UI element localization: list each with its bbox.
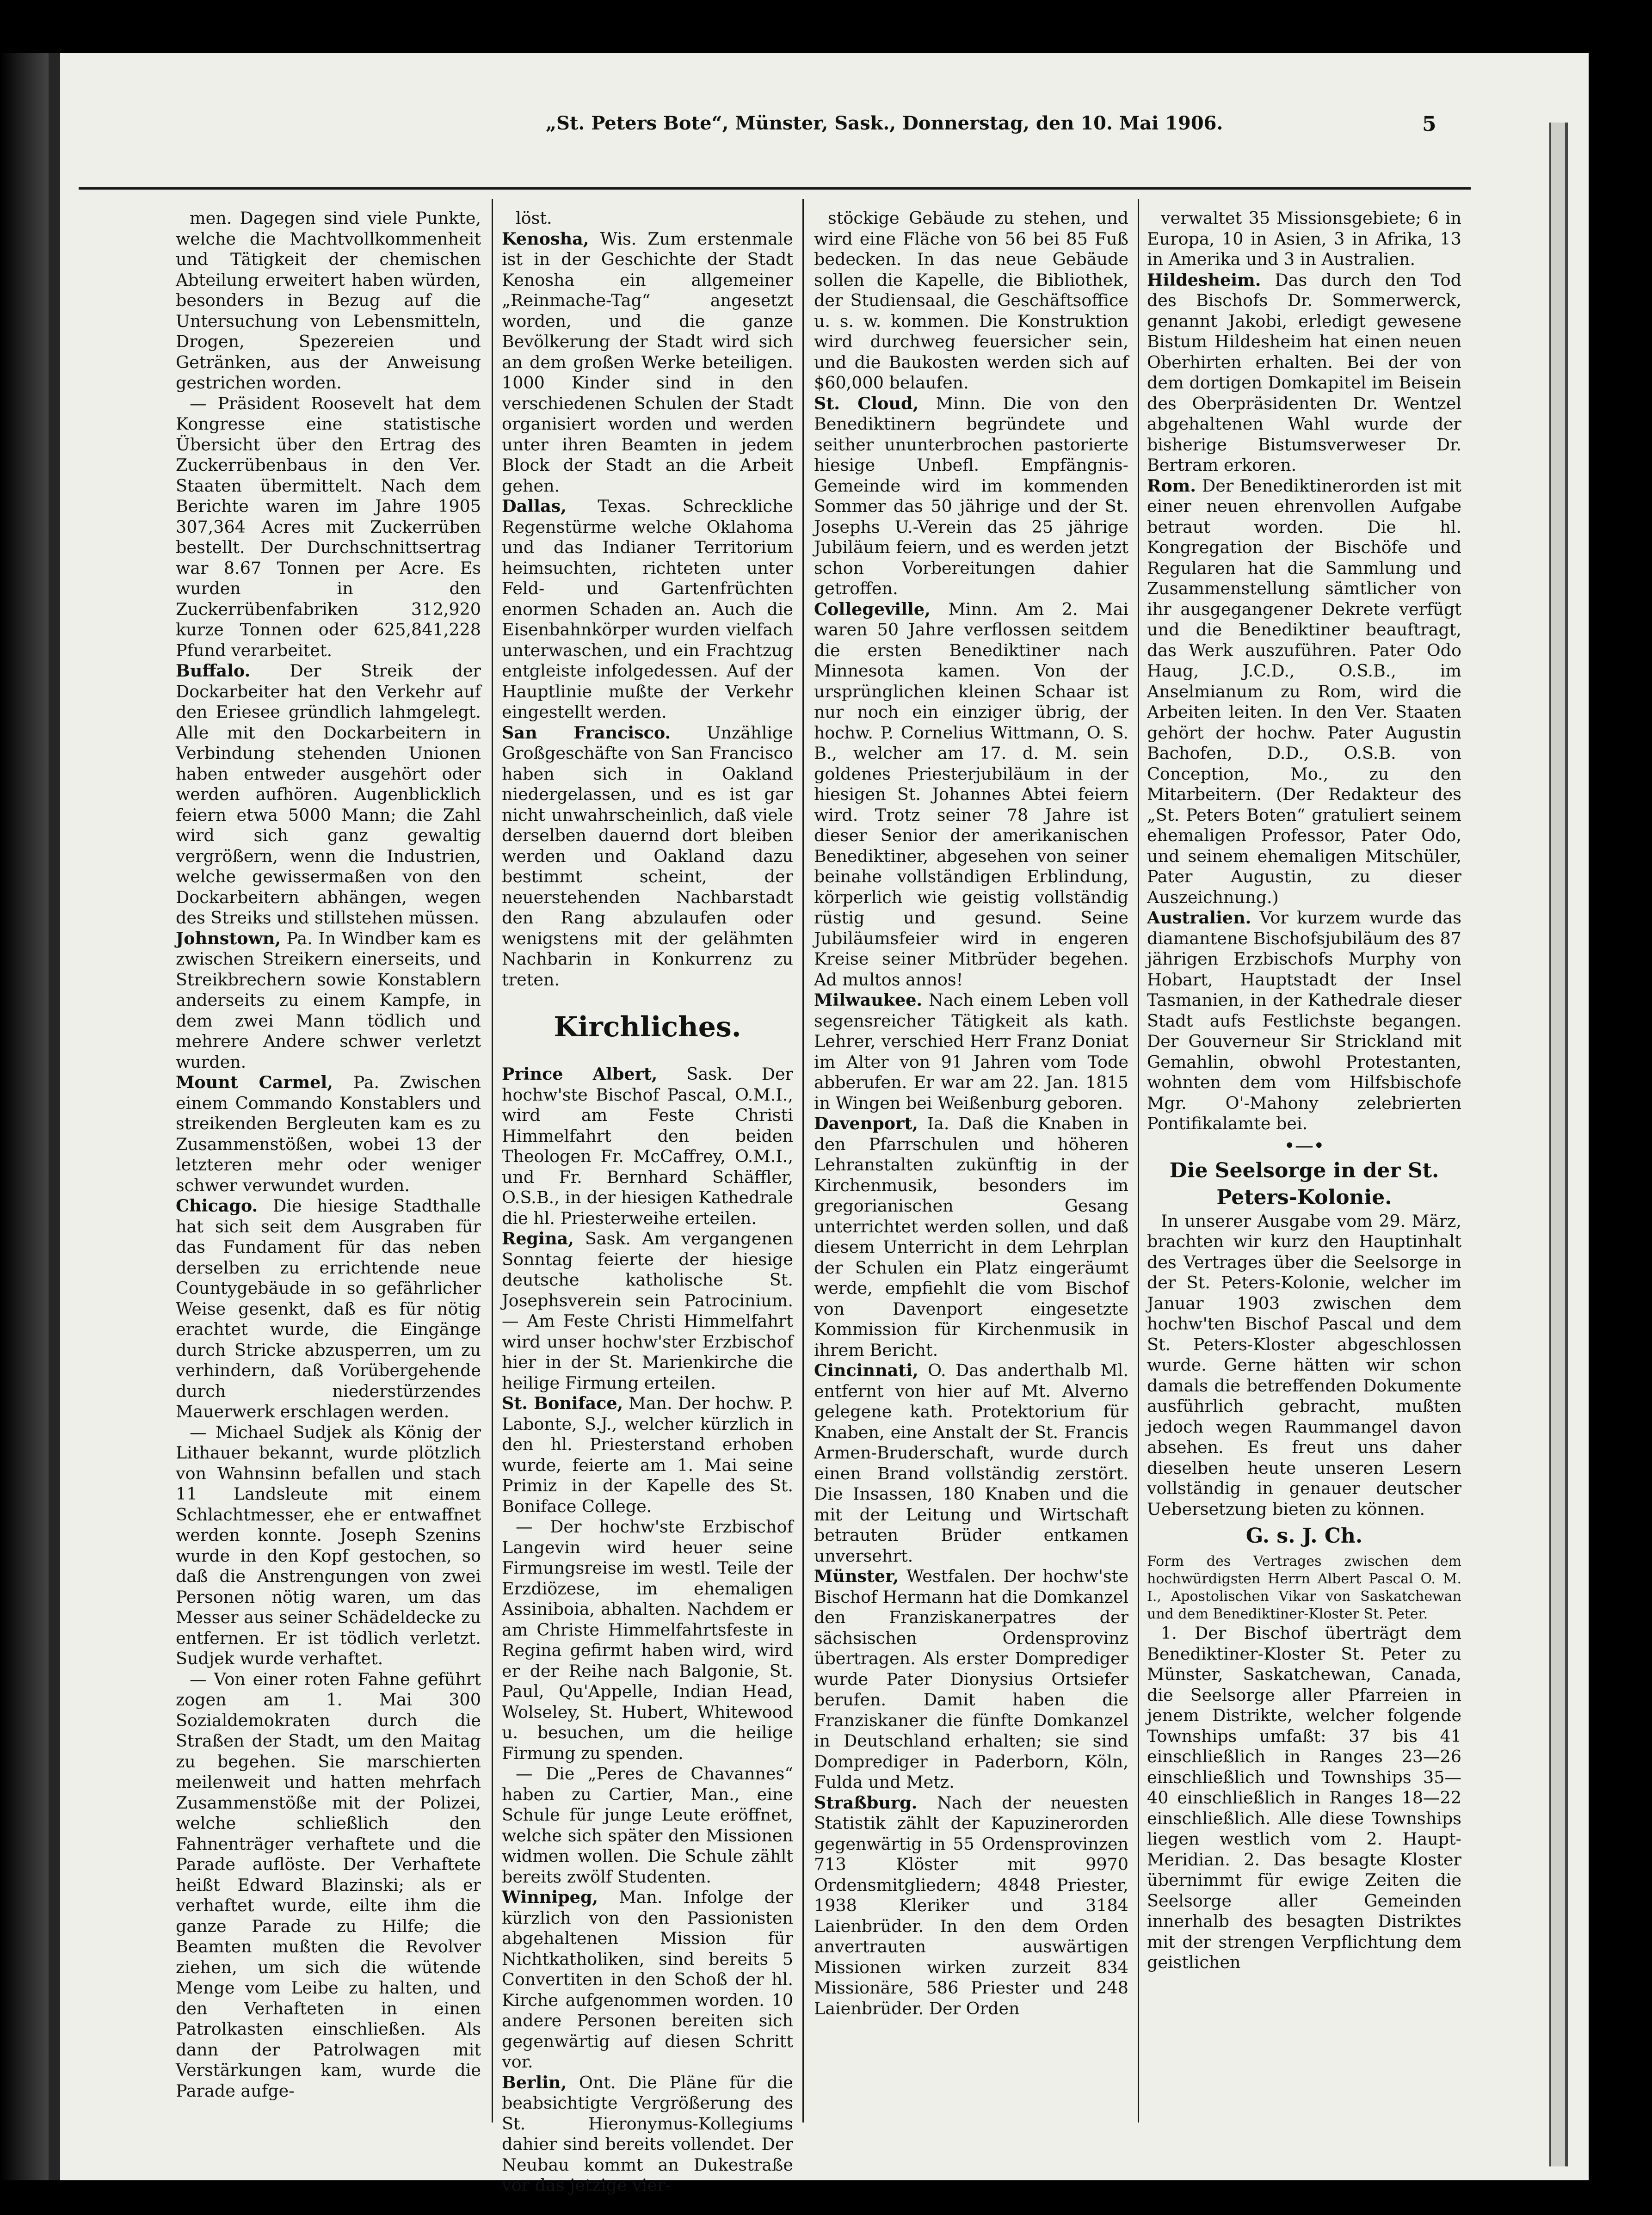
column-3 [814,208,1128,2019]
paragraph-text: Das durch den Tod des Bischofs Dr. Sommerwerck, genannt Jakobi, erledigt gewesene Bistum Hildesheim hat einen neuen Oberhirten erhalten. Bei der von dem dortigen Domkapitel im Beisein des Oberpräsidenten Dr. Wentzel abgehaltenen Wahl wurde der bisherige Bistumsverweser Dr. Bertram erkoren. [1147,270,1461,475]
paragraph-text: Man. Infolge der kürzlich von den Passionisten abgehaltenen Mission für Nichtkatholiken, sind bereits 5 Convertiten in den Schoß der hl. Kirche aufgenommen worden. 10 andere Personen bereiten sich gegenwärtig auf diesen Schritt vor. [502,1887,793,2072]
article-paragraph [176,394,481,661]
page-gutter [49,53,60,2180]
article-paragraph [814,990,1128,1114]
dateline: Winnipeg, [502,1887,598,1907]
page-binding-edge [1549,123,1568,2166]
dateline: Regina, [502,1229,574,1249]
paragraph-text: men. Dagegen sind viele Punkte, welche die Machtvollkommenheit und Tätigkeit der chemischen Abteilung erweitert haben würden, besonders in Bezug auf die Untersuchung von Lebensmitteln, Drogen, Spezereien und Getränken, aus der Anweisung gestrichen worden. [176,208,481,393]
paragraph-text: — Michael Sudjek als König der Lithauer bekannt, wurde plötzlich von Wahnsinn befallen und stach 11 Landsleute mit einem Schlachtmesser, ehe er entwaffnet werden konnte. Joseph Szenins wurde in den Kopf gestochen, so daß die Anstrengungen von zwei Personen nötig waren, um das Messer aus seiner Schädeldecke zu entfernen. Er ist tödlich verletzt. Sudjek wurde verhaftet. [176,1422,481,1668]
article-paragraph [176,1072,481,1196]
dateline: Hildesheim. [1147,270,1261,290]
paragraph-text: Die hiesige Stadthalle hat sich seit dem Ausgraben für das Fundament für das neben derselben zu errichtende neue Countygebäude in so gefährlicher Weise gesenkt, daß es für nötig erachtet wurde, die Eingänge durch Stricke abzusperren, um zu verhindern, daß Vorübergehende durch niederstürzendes Mauerwerk erschlagen werden. [176,1196,481,1421]
article-paragraph [502,1393,793,1517]
paragraph-text: Sask. Am vergangenen Sonntag feierte der hiesige deutsche katholische St. Josephsverein sein Patrocinium. — Am Feste Christi Himmelfahrt wird unser hochw'ster Erzbischof hier in der St. Marienkirche die heilige Firmung erteilen. [502,1229,793,1393]
article-paragraph [814,208,1128,394]
article-paragraph [1147,1623,1461,1973]
scan-left-edge [0,53,49,2180]
dateline: Davenport, [814,1114,918,1133]
article-paragraph [1147,908,1461,1134]
article-title: Die Seelsorge in der St. Peters-Kolonie. [1169,1158,1439,1209]
dateline: Kenosha, [502,228,589,249]
dateline: Mount Carmel, [176,1072,333,1092]
dateline: Collegeville, [814,599,931,619]
paragraph-text: Der Benediktinerorden ist mit einer neuen ehrenvollen Aufgabe betraut worden. Die hl. Kongregation der Bischöfe und Regularen hat die Sammlung und Zusammenstellung sämtlicher von ihr ausgegangener Dekrete verfügt und die Benediktiner beauftragt, das Werk auszuführen. Pater Odo Haug, J.C.D., O.S.B., im Anselmianum zu Rom, wird die Arbeiten leiten. In den Ver. Staaten gehört der hochw. Pater Augustin Bachofen, D.D., O.S.B. von Conception, Mo., zu den Mitarbeitern. (Der Redakteur des „St. Peters Boten“ gratuliert seinem ehemaligen Professor, Pater Odo, und seinem ehemaligen Mitschüler, Pater Augustin, zu dieser Auszeichnung.) [1147,475,1461,907]
paragraph-text: Der Streik der Dockarbeiter hat den Verkehr auf den Eriesee gründlich lahmgelegt. Alle mit den Dockarbeitern in Verbindung stehenden Unionen haben entweder ausgehört oder werden aufhören. Augenblicklich feiern etwa 5000 Mann; die Zahl wird sich ganz gewaltig vergrößern, wenn die Industrien, welche gewissermaßen von den Dockarbeitern abhängen, wegen des Streiks und stillstehen müssen. [176,661,481,928]
article-paragraph [1147,476,1461,908]
paragraph-text: Sask. Der hochw'ste Bischof Pascal, O.M.I., wird am Feste Christi Himmelfahrt den beiden Theologen Fr. McCaffrey, O.M.I., und Fr. Bernhard Schäffler, O.S.B., in der hiesigen Kathedrale die hl. Priesterweihe erteilen. [502,1064,794,1228]
article-paragraph [502,1517,793,1764]
paragraph-text: Nach der neuesten Statistik zählt der Kapuzinerorden gegenwärtig in 55 Ordensprovinzen 713 Klöster mit 9970 Ordensmitgliedern; 4848 Priester, 1938 Kleriker und 3184 Laienbrüder. In den dem Orden anvertrauten auswärtigen Missionen wirken zurzeit 834 Missionäre, 586 Priester und 248 Laienbrüder. Der Orden [814,1792,1128,2018]
article-paragraph [814,1114,1128,1360]
dateline: Cincinnati, [814,1360,918,1380]
header-rule [79,187,1471,190]
dateline: St. Cloud, [814,393,919,413]
paragraph-text: 1. Der Bischof überträgt dem Benediktiner-Kloster St. Peter zu Münster, Saskatchewan, Canada, die Seelsorge aller Pfarreien in jenem Distrikte, welcher folgende Townships umfaßt: 37 bis 41 einschließlich in Ranges 23—26 einschließlich und Townships 35—40 einschließlich in Ranges 18—22 einschließlich. Alle diese Townships liegen westlich vom 2. Haupt-Meridian. 2. Das besagte Kloster übernimmt für ewige Zeiten die Seelsorge aller Gemeinden innerhalb des besagten Distriktes mit der strengen Verpflichtung dem geistlichen [1147,1623,1461,1972]
article-paragraph [502,2073,793,2196]
paragraph-text: Vor kurzem wurde das diamantene Bischofsjubiläum des 87 jährigen Erzbischofs Murphy von Hobart, Hauptstadt der Insel Tasmanien, in der Kathedrale dieser Stadt aufs Festlichste begangen. Der Gouverneur Sir Strickland mit Gemahlin, obwohl Protestanten, wohnten dem vom Hilfsbischofe Mgr. O'-Mahony zelebrierten Pontifikalamte bei. [1147,908,1461,1133]
article-paragraph [1147,208,1461,270]
article-paragraph [176,1422,481,1669]
paragraph-text: verwaltet 35 Missionsgebiete; 6 in Europa, 10 in Asien, 3 in Afrika, 13 in Amerika und 3 in Australien. [1147,208,1461,269]
dateline: Johnstown, [176,928,281,948]
column-divider [492,199,493,2123]
article-paragraph [502,723,793,991]
dateline: Buffalo. [176,661,251,681]
paragraph-text: Pa. Zwischen einem Commando Konstablers und streikenden Bergleuten kam es zu Zusammenstößen, wobei 13 der letzteren mehr oder weniger schwer verwundet wurden. [176,1072,481,1195]
paragraph-text: Ia. Daß die Knaben in den Pfarrschulen und höheren Lehranstalten zukünftig in der Kirchenmusik, besonders im gregorianischen Gesang unterrichtet werden sollen, und daß diesem Unterricht in dem Lehrplan der Schulen ein Platz eingeräumt werde, empfiehlt die vom Bischof von Davenport eingesetzte Kommission für Kirchenmusik in ihrem Bericht. [814,1114,1128,1360]
paragraph-text: stöckige Gebäude zu stehen, und wird eine Fläche von 56 bei 85 Fuß bedecken. In das neue Gebäude sollen die Kapelle, die Bibliothek, der Studiensaal, die Geschäftsoffice u. s. w. kommen. Die Konstruktion wird durchweg feuersicher sein, und die Baukosten werden sich auf $60,000 belaufen. [814,208,1128,393]
paragraph-text: Texas. Schreckliche Regenstürme welche Oklahoma und das Indianer Territorium heimsuchten, richteten unter Feld- und Gartenfrüchten enormen Schaden an. Auch die Eisenbahnkörper wurden vielfach unterwaschen, und ein Frachtzug entgleiste infolgedessen. Auf der Hauptlinie mußte der Verkehr eingestellt werden. [502,496,793,722]
paragraph-text: — Von einer roten Fahne geführt zogen am 1. Mai 300 Sozialdemokraten durch die Straßen der Stadt, um den Maitag zu begehen. Sie marschierten meilenweit und hatten mehrfach Zusammenstöße mit der Polizei, welche schließlich den Fahnenträger verhaftete und die Parade auflöste. Der Verhaftete heißt Edward Blazinski; als er verhaftet wurde, eilte ihm die ganze Parade zu Hilfe; die Beamten mußten die Revolver ziehen, um sich die wütende Menge vom Leibe zu halten, und den Verhafteten in einen Patrolkasten einschließen. Als dann der Patrolwagen mit Verstärkungen kam, wurde die Parade aufge- [176,1669,481,2101]
article-paragraph [502,208,793,229]
article-paragraph [176,208,481,394]
dateline: Straßburg. [814,1792,918,1813]
article-paragraph [176,1669,481,2102]
paragraph-text: Wis. Zum erstenmale ist in der Geschichte der Stadt Kenosha ein allgemeiner „Reinmache-Tag“ angesetzt worden, und die ganze Bevölkerung der Stadt wird sich an dem großen Werke beteiligen. 1000 Kinder sind in den verschiedenen Schulen der Stadt organisiert worden und werden unter ihren Beamten in jedem Block der Stadt an die Arbeit gehen. [502,228,793,496]
article-paragraph [814,1566,1128,1793]
column-4 [1147,208,1461,1973]
paragraph-text: Man. Der hochw. P. Labonte, S.J., welcher kürzlich in den hl. Priesterstand erhoben wurde, feierte am 1. Mai seine Primiz in der Kapelle des St. Boniface College. [502,1393,793,1516]
article-paragraph [176,929,481,1073]
article-paragraph [814,599,1128,991]
section-heading: Kirchliches. [554,1011,741,1043]
paragraph-text: In unserer Ausgabe vom 29. März, brachten wir kurz den Hauptinhalt des Vertrages über die Seelsorge in der St. Peters-Kolonie, welcher im Januar 1903 zwischen dem hochw'ten Bischof Pascal und dem St. Peters-Kloster abgeschlossen wurde. Gerne hätten wir schon damals die betreffenden Dokumente ausführlich gebracht, mußten jedoch wegen Raummangel davon absehen. Es freut uns daher dieselben heute unseren Lesern vollständig in genauer deutscher Uebersetzung bieten zu können. [1147,1211,1461,1519]
column-2 [502,208,793,2196]
paragraph-text: — Der hochw'ste Erzbischof Langevin wird heuer seine Firmungsreise im westl. Teile der Erzdiözese, im ehemaligen Assiniboia, abhalten. Nachdem er am Christe Himmelfahrtsfeste in Regina gefirmt haben wird, wird er der Reihe nach Balgonie, St. Paul, Qu'Appelle, Indian Head, Wolseley, St. Hubert, Whitewood u. besuchen, um die heilige Firmung zu spenden. [502,1517,793,1763]
column-1 [176,208,481,2101]
dateline: Milwaukee. [814,990,923,1010]
centered-heading: G. s. J. Ch. [1245,1524,1363,1548]
article-paragraph [814,1360,1128,1566]
article-paragraph [502,496,793,723]
ornament-divider: •—• [1284,1135,1325,1157]
article-paragraph [502,1764,793,1887]
dateline: Münster, [814,1566,899,1586]
paragraph-text: Minn. Die von den Benediktinern begründete und seither ununterbrochen pastorierte hiesige Unbefl. Empfängnis-Gemeinde wird im kommenden Sommer das 50 jährige und der St. Josephs U.-Verein das 25 jährige Jubiläum feiern, und es werden jetzt schon Vorbereitungen dahier getroffen. [814,393,1128,598]
paragraph-text: Nach einem Leben voll segensreicher Tätigkeit als kath. Lehrer, verschied Herr Franz Doniat im Alter von 91 Jahren vom Tode abberufen. Er war am 22. Jan. 1815 in Wingen bei Weißenburg geboren. [814,990,1128,1113]
article-paragraph [1147,1211,1461,1520]
dateline: Rom. [1147,475,1196,496]
article-paragraph [502,1229,793,1393]
paragraph-text: löst. [516,208,552,228]
article-paragraph [1147,270,1461,476]
dateline: St. Boniface, [502,1393,623,1413]
paragraph-text: Westfalen. Der hochw'ste Bischof Hermann hat die Domkanzel den Franziskanerpatres der sächsischen Ordensprovinz übertragen. Als erster Domprediger wurde Pater Dionysius Ortsiefer berufen. Damit haben die Franziskaner die fünfte Domkanzel in Deutschland erhalten; sie sind Domprediger in Paderborn, Köln, Fulda und Metz. [814,1566,1128,1792]
article-paragraph [502,229,793,497]
page-header: „St. Peters Bote“, Münster, Sask., Donnerstag, den 10. Mai 1906. [546,112,1223,134]
article-paragraph [176,661,481,929]
article-paragraph [814,1793,1128,2019]
paragraph-text: Pa. In Windber kam es zwischen Streikern einerseits, und Streikbrechern sowie Konstablern anderseits zu einem Kampfe, in dem zwei Mann tödlich und mehrere Andere schwer verletzt wurden. [176,928,481,1072]
dateline: Prince Albert, [502,1064,658,1084]
dateline: Dallas, [502,496,567,516]
paragraph-text: — Präsident Roosevelt hat dem Kongresse eine statistische Übersicht über den Ertrag des Zuckerrübenbaus in den Ver. Staaten übermittelt. Nach dem Berichte waren im Jahre 1905 307,364 Acres mit Zuckerrüben bestellt. Der Durchschnittsertrag war 8.67 Tonnen per Acre. Es wurden in den Zuckerrübenfabriken 312,920 kurze Tonnen oder 625,841,228 Pfund verarbeitet. [176,393,481,660]
article-paragraph [502,1887,793,2073]
dateline: Berlin, [502,2072,567,2092]
paragraph-text: — Die „Peres de Chavannes“ haben zu Cartier, Man., eine Schule für junge Leute eröffnet, welche sich später den Missionen widmen wollen. Die Schule zählt bereits zwölf Studenten. [502,1764,793,1887]
article-paragraph [176,1196,481,1422]
column-divider [1138,199,1139,2123]
paragraph-text: Minn. Am 2. Mai waren 50 Jahre verflossen seitdem die ersten Benediktiner nach Minnesota kamen. Von der ursprünglichen kleinen Schaar ist nur noch ein einziger übrig, der hochw. P. Cornelius Wittmann, O. S. B., welcher am 17. d. M. sein goldenes Priesterjubiläum in der hiesigen St. Johannes Abtei feiern wird. Trotz seiner 78 Jahre ist dieser Senior der amerikanischen Benediktiner, abgesehen von seiner beinahe vollständigen Erblindung, körperlich wie geistig vollständig rüstig und gesund. Seine Jubiläumsfeier wird in engeren Kreise seiner Mitbrüder begehen. Ad multos annos! [814,599,1128,990]
dateline: San Francisco. [502,722,671,743]
column-divider [802,199,804,2123]
dateline: Chicago. [176,1196,258,1216]
article-paragraph [502,1064,793,1229]
dateline: Australien. [1147,908,1251,928]
page-number: 5 [1422,112,1436,136]
article-paragraph [814,394,1128,599]
paragraph-text: Unzählige Großgeschäfte von San Francisco haben sich in Oakland niedergelassen, und es ist gar nicht unwahrscheinlich, daß viele derselben dauernd dort bleiben werden und Oakland dazu bestimmt scheint, der neuerstehenden Nachbarstadt den Rang abzulaufen oder wenigstens mit der gelähmten Nachbarin in Konkurrenz zu treten. [502,722,793,990]
paragraph-text: O. Das anderthalb Ml. entfernt von hier auf Mt. Alverno gelegene kath. Protektorium für Knaben, eine Anstalt der St. Francis Armen-Bruderschaft, wurde durch einen Brand vollständig zerstört. Die Insassen, 180 Knaben und die mit der Leitung und Wirtschaft betrauten Brüder entkamen unversehrt. [814,1360,1128,1566]
paragraph-text: Ont. Die Pläne für die beabsichtigte Vergrößerung des St. Hieronymus-Kollegiums dahier sind bereits vollendet. Der Neubau kommt an Dukestraße vor das jetzige vier- [502,2072,793,2195]
contract-preamble: Form des Vertrages zwischen dem hochwürdigsten Herrn Albert Pascal O. M. I., Apostolischen Vikar von Saskatchewan und dem Benediktiner-Kloster St. Peter. [1147,1553,1461,1622]
